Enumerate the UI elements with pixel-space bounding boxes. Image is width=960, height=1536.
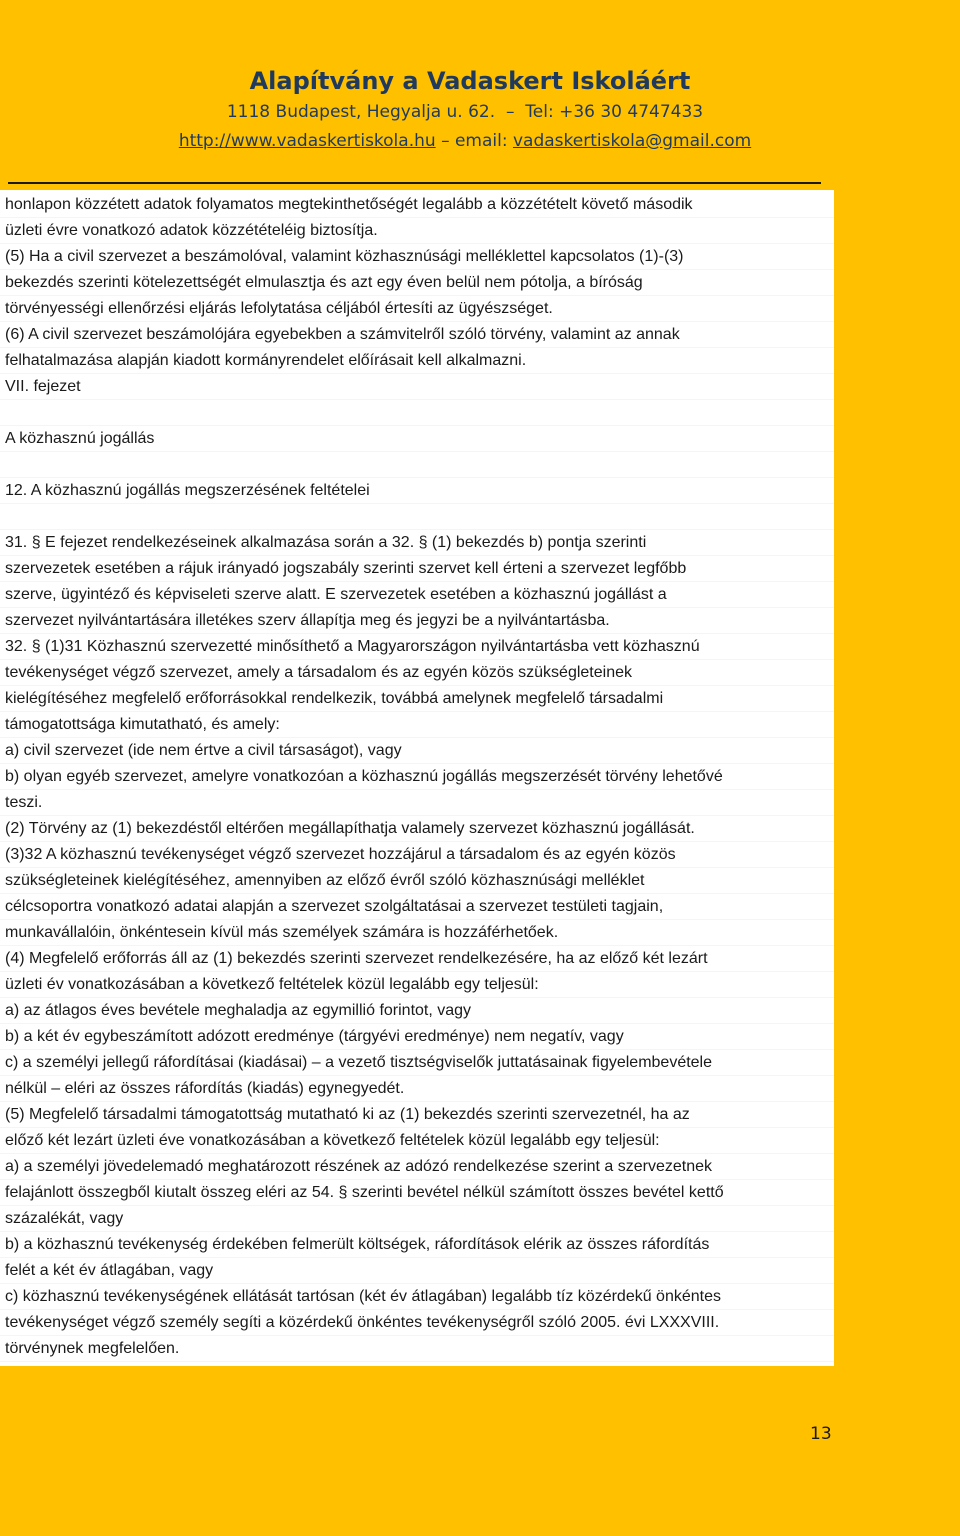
text-line: felét a két év átlagában, vagy [0,1258,834,1284]
website-link[interactable]: http://www.vadaskertiskola.hu [178,131,436,151]
email-link[interactable]: vadaskertiskola@gmail.com [513,131,752,151]
text-line: (5) Ha a civil szervezet a beszámolóval, valamint közhasznúsági melléklettel kapcsolatos (1)-(3) [0,244,834,270]
text-line: szerve, ügyintéző és képviseleti szerve alatt. E szervezetek esetében a közhasznú jogállást a [0,582,834,608]
text-line: üzleti évre vonatkozó adatok közzétételéig biztosítja. [0,218,834,244]
header-divider [8,182,821,184]
text-line: nélkül – eléri az összes ráfordítás (kiadás) egynegyedét. [0,1076,834,1102]
text-line: 32. § (1)31 Közhasznú szervezetté minősíthető a Magyarországon nyilvántartásba vett közhasznú [0,634,834,660]
text-line: b) a közhasznú tevékenység érdekében felmerült költségek, ráfordítások elérik az összes ráfordítás [0,1232,834,1258]
text-line: teszi. [0,790,834,816]
contact-line [0,98,960,126]
text-line: törvénynek megfelelően. [0,1336,834,1362]
text-line: felajánlott összegből kiutalt összeg eléri az 54. § szerinti bevétel nélkül számított összes bevétel kettő [0,1180,834,1206]
text-line: (4) Megfelelő erőforrás áll az (1) bekezdés szerinti szervezet rendelkezésére, ha az előző két lezárt [0,946,834,972]
phone: Tel: +36 30 4747433 [525,102,704,122]
text-line: c) közhasznú tevékenységének ellátását tartósan (két év átlagában) legalább tíz közérdekű önkéntes [0,1284,834,1310]
text-line: szervezetek esetében a rájuk irányadó jogszabály szerinti szervet kell érteni a szervezet legfőbb [0,556,834,582]
blank-line [0,504,834,530]
text-line: százalékát, vagy [0,1206,834,1232]
text-line: szervezet nyilvántartására illetékes szerv állapítja meg és jegyzi be a nyilvántartásba. [0,608,834,634]
text-line: 31. § E fejezet rendelkezéseinek alkalmazása során a 32. § (1) bekezdés b) pontja szerinti [0,530,834,556]
text-line: 12. A közhasznú jogállás megszerzésének feltételei [0,478,834,504]
letterhead [0,64,960,156]
dash-separator: – [500,102,520,122]
blank-line [0,400,834,426]
document-body [0,190,834,1366]
email-label: email: [454,131,508,151]
text-line: a) az átlagos éves bevétele meghaladja az egymillió forintot, vagy [0,998,834,1024]
address: 1118 Budapest, Hegyalja u. 62. [226,102,496,122]
blank-line [0,452,834,478]
text-line: b) a két év egybeszámított adózott eredménye (tárgyévi eredménye) nem negatív, vagy [0,1024,834,1050]
text-line: a) a személyi jövedelemadó meghatározott részének az adózó rendelkezése szerint a szervezetnek [0,1154,834,1180]
text-line: (3)32 A közhasznú tevékenységet végző szervezet hozzájárul a társadalom és az egyén közös [0,842,834,868]
foundation-name: Alapítvány a Vadaskert Iskoláért [249,67,691,95]
text-line: A közhasznú jogállás [0,426,834,452]
text-line: (2) Törvény az (1) bekezdéstől eltérően megállapíthatja valamely szervezet közhasznú jogállását. [0,816,834,842]
web-line [0,126,960,156]
text-line: előző két lezárt üzleti éve vonatkozásában a következő feltételek közül legalább egy teljesül: [0,1128,834,1154]
text-line: tevékenységet végző személy segíti a közérdekű önkéntes tevékenységről szóló 2005. évi LXXXVIII. [0,1310,834,1336]
text-line: c) a személyi jellegű ráfordításai (kiadásai) – a vezető tisztségviselők juttatásainak figyelembevétele [0,1050,834,1076]
text-line: támogatottsága kimutatható, és amely: [0,712,834,738]
text-line: honlapon közzétett adatok folyamatos megtekinthetőségét legalább a közzétételt követő második [0,192,834,218]
text-line: a) civil szervezet (ide nem értve a civil társaságot), vagy [0,738,834,764]
text-line: munkavállalóin, önkéntesein kívül más személyek számára is hozzáférhetőek. [0,920,834,946]
text-line: törvényességi ellenőrzési eljárás lefolytatása céljából értesíti az ügyészséget. [0,296,834,322]
page-number: 13 [810,1424,832,1444]
text-line: bekezdés szerinti kötelezettségét elmulasztja és azt egy éven belül nem pótolja, a bíróság [0,270,834,296]
text-line: célcsoportra vonatkozó adatai alapján a szervezet szolgáltatásai a szervezet testületi tagjain, [0,894,834,920]
text-line: felhatalmazása alapján kiadott kormányrendelet előírásait kell alkalmazni. [0,348,834,374]
text-line: VII. fejezet [0,374,834,400]
text-line: (6) A civil szervezet beszámolójára egyebekben a számvitelről szóló törvény, valamint az annak [0,322,834,348]
text-line: szükségleteinek kielégítéséhez, amennyiben az előző évről szóló közhasznúsági melléklet [0,868,834,894]
text-line: kielégítéséhez megfelelő erőforrásokkal rendelkezik, továbbá amelynek megfelelő társadalmi [0,686,834,712]
text-line: b) olyan egyéb szervezet, amelyre vonatkozóan a közhasznú jogállás megszerzését törvény lehetővé [0,764,834,790]
text-line: tevékenységet végző szervezet, amely a társadalom és az egyén közös szükségleteinek [0,660,834,686]
text-line: (5) Megfelelő társadalmi támogatottság mutatható ki az (1) bekezdés szerinti szervezetnél, ha az [0,1102,834,1128]
text-line: üzleti év vonatkozásában a következő feltételek közül legalább egy teljesül: [0,972,834,998]
dash-separator: – [441,131,455,151]
